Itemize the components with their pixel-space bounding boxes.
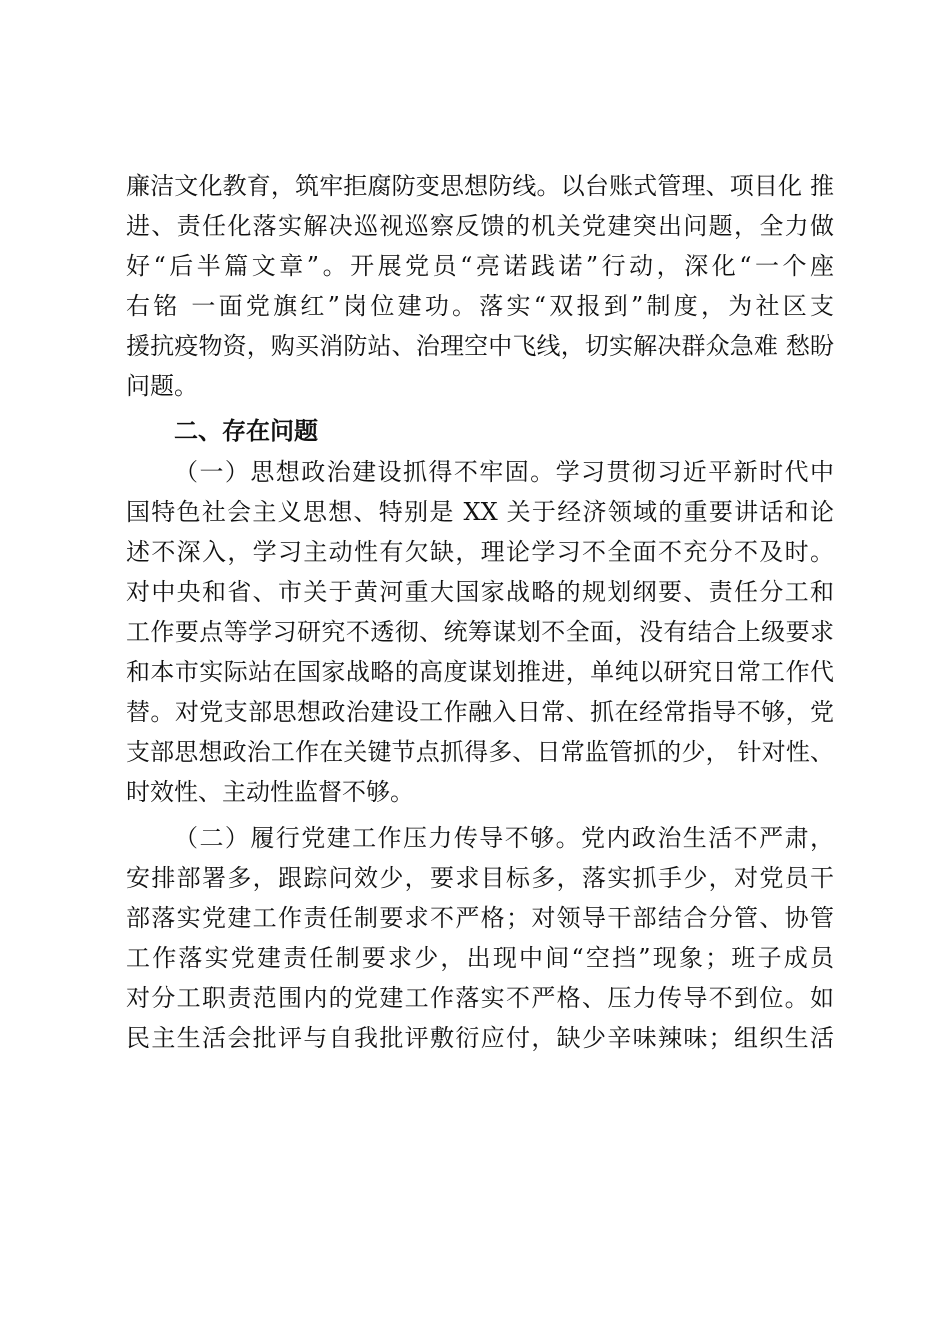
- text-line: 对分工职责范围内的党建工作落实不严格、压力传导不到位。如: [126, 984, 834, 1012]
- text-line: 进、责任化落实解决巡视巡察反馈的机关党建突出问题，全力做: [126, 212, 834, 240]
- text-line: 援抗疫物资，购买消防站、治理空中飞线，切实解决群众急难 愁盼: [126, 332, 834, 360]
- text-line: 时效性、主动性监督不够。: [126, 778, 414, 806]
- text-line: 安排部署多，跟踪问效少，要求目标多，落实抓手少，对党员干: [126, 864, 834, 892]
- text-line: 好“后半篇文章”。开展党员“亮诺践诺”行动，深化“一个座: [126, 252, 834, 280]
- text-line: 对中央和省、市关于黄河重大国家战略的规划纲要、责任分工和: [126, 578, 834, 606]
- intro-paragraph: [126, 166, 834, 406]
- section-heading: 二、存在问题: [174, 417, 318, 445]
- text-line: 述不深入，学习主动性有欠缺，理论学习不全面不充分不及时。: [126, 538, 834, 566]
- text-line: 工作要点等学习研究不透彻、统筹谋划不全面，没有结合上级要求: [126, 618, 834, 646]
- text-line: 廉洁文化教育，筑牢拒腐防变思想防线。以台账式管理、项目化 推: [126, 172, 834, 200]
- text-line: 问题。: [126, 372, 198, 400]
- text-line: 右铭 一面党旗红”岗位建功。落实“双报到”制度，为社区支: [126, 292, 834, 320]
- text-line: （一）思想政治建设抓得不牢固。学习贯彻习近平新时代中: [174, 458, 834, 486]
- paragraph-party-building: [126, 818, 834, 1058]
- text-line: 国特色社会主义思想、特别是 XX 关于经济领域的重要讲话和论: [126, 498, 834, 526]
- paragraph-thought-politics: [126, 452, 834, 812]
- text-line: 部落实党建工作责任制要求不严格；对领导干部结合分管、协管: [126, 904, 834, 932]
- text-line: 工作落实党建责任制要求少，出现中间“空挡”现象；班子成员: [126, 944, 834, 972]
- text-line: 替。对党支部思想政治建设工作融入日常、抓在经常指导不够，党: [126, 698, 834, 726]
- text-line: （二）履行党建工作压力传导不够。党内政治生活不严肃，: [174, 824, 834, 852]
- document-body: [126, 166, 834, 1058]
- text-line: 和本市实际站在国家战略的高度谋划推进，单纯以研究日常工作代: [126, 658, 834, 686]
- text-line: 支部思想政治工作在关键节点抓得多、日常监管抓的少， 针对性、: [126, 738, 834, 766]
- text-line: 民主生活会批评与自我批评敷衍应付，缺少辛味辣味；组织生活: [126, 1024, 834, 1052]
